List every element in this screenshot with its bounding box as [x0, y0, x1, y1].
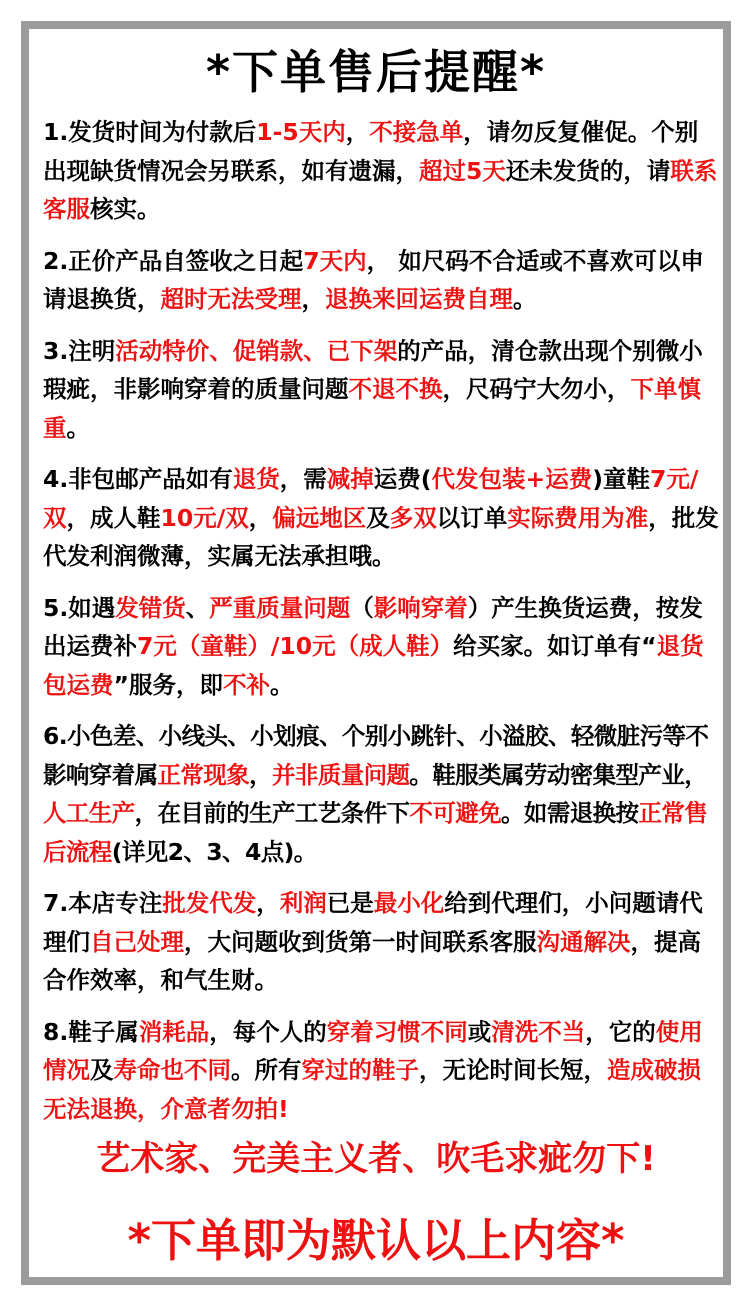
rule-highlight: 多双 — [389, 503, 437, 532]
rule-text: 8.鞋子属 — [43, 1017, 139, 1046]
rule-highlight: 不退不换 — [348, 375, 443, 403]
rule-text: ，它的 — [585, 1017, 656, 1046]
rule-text: (详见2、3、4点)。 — [111, 837, 317, 866]
rule-text: 。如需退换按 — [501, 799, 639, 827]
rule-text: ）产生换货运费，按发出运费补 — [43, 593, 703, 660]
rule-text: ，大问题收到货第一时间联系客服 — [184, 927, 537, 956]
rule-highlight: 最小化 — [373, 889, 445, 917]
rule-text: ，每个人的 — [209, 1017, 327, 1046]
rules-list — [43, 113, 719, 1141]
rule-text: 给买家。如订单有“ — [453, 632, 657, 660]
rule-text: ， — [301, 285, 325, 313]
rule-7 — [43, 884, 719, 1000]
rule-2 — [43, 242, 719, 319]
rule-text: ， — [345, 118, 370, 146]
rule-text: ，需 — [279, 465, 327, 493]
rule-text: 、 — [185, 593, 210, 622]
rule-highlight: 使用情况 — [43, 1017, 703, 1084]
rule-highlight: 下单慎重 — [43, 375, 701, 442]
rule-text: ，无论时间长短， — [419, 1056, 607, 1084]
rule-text: ， — [248, 503, 273, 532]
rule-highlight: 7元（童鞋）/10元（成人鞋） — [137, 632, 454, 660]
rule-highlight: 造成破损无法退换，介意者勿拍! — [43, 1056, 701, 1123]
rule-text: ，成人鞋 — [66, 503, 161, 532]
rule-text: （ — [350, 593, 374, 622]
rule-highlight: 沟通解决 — [536, 927, 631, 956]
rule-highlight: 偏远地区 — [272, 503, 367, 532]
rule-text: ，提高合作效率，和气生财。 — [43, 927, 701, 994]
rule-text: 的产品，清仓款出现个别微小瑕疵，非影响穿着的质量问题 — [43, 336, 703, 403]
rule-highlight: 活动特价、促销款、已下架 — [115, 336, 398, 365]
rule-text: ，请勿反复催促。个别出现缺货情况会另联系，如有遗漏， — [43, 118, 699, 185]
rule-text: 2.正价产品自签收之日起 — [43, 246, 304, 275]
rule-text: 1.发货时间为付款后 — [43, 118, 257, 146]
rule-text: 。 — [269, 670, 294, 699]
rule-text: ， — [249, 760, 273, 789]
rule-highlight: 批发代发 — [162, 889, 257, 917]
rule-highlight: 联系客服 — [43, 156, 718, 223]
rule-text: ，尺码宁大勿小， — [442, 375, 631, 403]
rule-highlight: 退换来回运费自理 — [325, 285, 513, 313]
rule-highlight: 自己处理 — [90, 927, 184, 956]
notice-title: *下单售后提醒* — [205, 45, 547, 99]
rule-highlight: 不接急单 — [369, 118, 464, 146]
rule-highlight: 穿过的鞋子 — [301, 1056, 419, 1084]
rule-highlight: 清洗不当 — [491, 1017, 586, 1046]
rule-highlight: 人工生产 — [43, 799, 135, 827]
rule-text: )童鞋 — [592, 465, 650, 493]
rule-highlight: 超时无法受理 — [160, 285, 302, 313]
rule-text: 4.非包邮产品如有 — [43, 465, 233, 493]
rule-highlight: 寿命也不同 — [113, 1056, 231, 1084]
rule-text: ，批发代发利润微薄，实属无法承担哦。 — [43, 503, 719, 570]
rule-text: 及 — [90, 1056, 114, 1084]
rule-text: ， 如尺码不合适或不喜欢可以申请退换货， — [43, 246, 704, 313]
rule-highlight: 退货包运费 — [43, 632, 704, 699]
rule-text: 运费( — [373, 465, 432, 493]
rule-text: 已是 — [326, 889, 374, 917]
rule-text: 。所有 — [231, 1056, 302, 1084]
rule-text: 及 — [366, 503, 390, 532]
rule-text: 。鞋服类属劳动密集型产业， — [409, 760, 708, 789]
warning-text: 艺术家、完美主义者、吹毛求疵勿下! — [96, 1139, 656, 1179]
rule-text: 核实。 — [90, 195, 161, 223]
rule-text: 以订单 — [436, 503, 508, 532]
rule-text: 5.如遇 — [43, 593, 116, 622]
rule-text: ， — [256, 889, 280, 917]
rule-highlight: 减掉 — [326, 465, 374, 493]
rule-6 — [43, 717, 719, 871]
rule-highlight: 1-5天内 — [256, 118, 346, 146]
rule-text: 。 — [513, 285, 537, 313]
rule-text: 。 — [66, 413, 90, 442]
rule-highlight: 退货 — [232, 465, 280, 493]
rule-highlight: 10元/双 — [160, 503, 249, 532]
rule-1 — [43, 113, 719, 229]
rule-highlight: 严重质量问题 — [209, 593, 351, 622]
rule-highlight: 实际费用为准 — [507, 503, 649, 532]
rule-text: 6.小色差、小线头、小划痕、个别小跳针、小溢胶、轻微脏污等不影响穿着属 — [43, 722, 709, 789]
rule-text: 还未发货的，请 — [505, 156, 671, 185]
footer-text: *下单即为默认以上内容* — [127, 1214, 625, 1267]
rule-highlight: 正常现象 — [157, 760, 250, 789]
rule-text: 3.注明 — [43, 336, 116, 365]
rule-4 — [43, 460, 719, 576]
rule-highlight: 利润 — [279, 889, 327, 917]
rule-5 — [43, 589, 719, 705]
rule-highlight: 影响穿着 — [373, 593, 468, 622]
rule-text: 7.本店专注 — [43, 889, 163, 917]
rule-highlight: 正常售后流程 — [43, 799, 708, 866]
rule-highlight: 超过5天 — [419, 156, 506, 185]
rule-highlight: 不可避免 — [409, 799, 502, 827]
rule-highlight: 穿着习惯不同 — [326, 1017, 468, 1046]
rule-highlight: 发错货 — [115, 593, 186, 622]
notice-frame — [21, 21, 731, 1285]
rule-highlight: 消耗品 — [138, 1017, 210, 1046]
rule-text: 给到代理们，小问题请代理们 — [43, 889, 703, 956]
rule-highlight: 7元/双 — [43, 465, 699, 532]
rule-text: 或 — [467, 1017, 492, 1046]
rule-text: ，在目前的生产工艺条件下 — [134, 799, 410, 827]
rule-highlight: 代发包装+运费 — [431, 465, 593, 493]
rule-highlight: 并非质量问题 — [272, 760, 410, 789]
rule-8 — [43, 1013, 719, 1129]
rule-highlight: 不补 — [222, 670, 270, 699]
rule-text: ”服务，即 — [113, 670, 223, 699]
rule-3 — [43, 332, 719, 448]
rule-highlight: 7天内 — [303, 246, 367, 275]
